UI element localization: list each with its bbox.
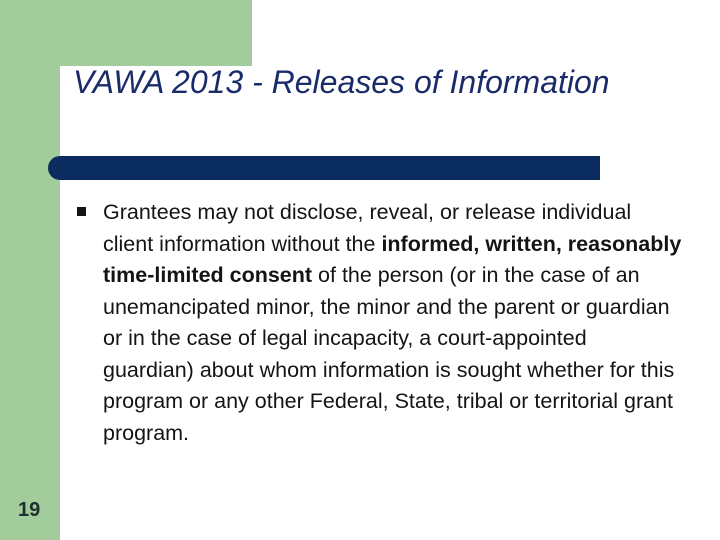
bullet-point xyxy=(103,197,683,449)
bullet-text-bold: informed, written, reasonably time-limited consent xyxy=(103,231,682,287)
title-underline-bar xyxy=(60,156,600,180)
slide-title: VAWA 2013 - Releases of Information xyxy=(73,64,610,100)
bullet-text-start: Grantees may not disclose, reveal, or release individual client information without the xyxy=(103,200,632,256)
left-accent-band xyxy=(0,0,60,540)
bullet-text-end: of the person (or in the case of an unemancipated minor, the minor and the parent or guardian or in the case of legal incapacity, a court-appointed guardian) about whom information is sought whether for this program or any other Federal, State, tribal or territorial grant program. xyxy=(103,263,675,445)
slide-number: 19 xyxy=(18,499,41,521)
square-bullet-icon xyxy=(77,207,86,216)
top-accent-block xyxy=(60,0,252,66)
